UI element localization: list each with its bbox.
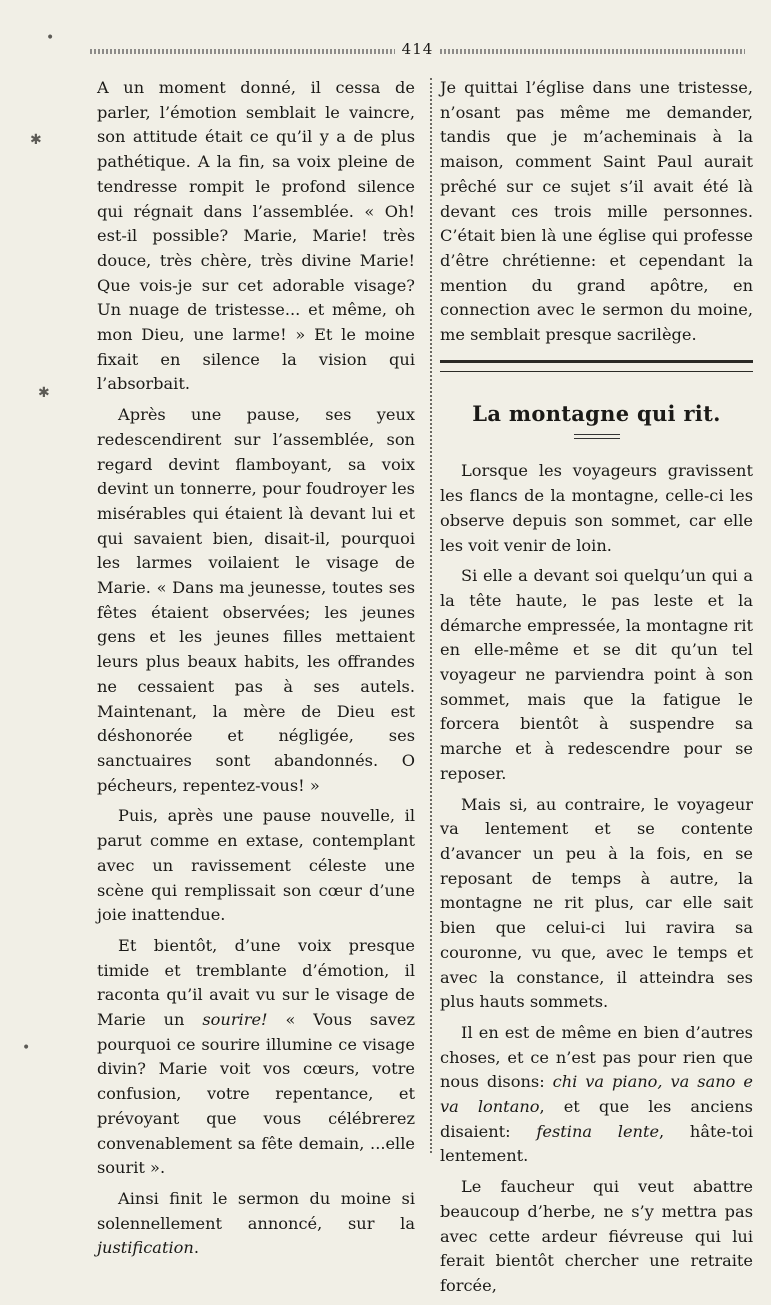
- right-column: [440, 76, 753, 1305]
- paragraph: Je quittai l’église dans une tristesse, n’osant pas même me demander, tandis que je m’acheminais à la maison, comment Saint Paul aurait prêché sur ce sujet s’il avait été là devant ces trois mille personnes. C’était bien là une église qui professe d’être chrétienne: et cependant la mention du grand apôtre, en connection avec le sermon du moine, me semblait presque sacrilège.: [440, 78, 753, 345]
- header-rule-left: [90, 49, 395, 54]
- paragraph: Puis, après une pause nouvelle, il parut comme en extase, contemplant avec un ravissement céleste une scène qui remplissait son cœur d’une joie inattendue.: [97, 806, 415, 925]
- page-header: [90, 40, 745, 60]
- paragraph: Mais si, au contraire, le voyageur va lentement et se contente d’avancer un peu à la fois, en se reposant de temps à autre, la montagne ne rit plus, car elle sait bien que celui-ci lui ravira sa couronne, vu que, avec le temps et avec la constance, il atteindra ses plus hauts sommets.: [440, 794, 753, 1012]
- emphasis: chi va piano, va sano e va lontano: [440, 1072, 753, 1117]
- page-number: 414: [401, 40, 434, 58]
- print-speck: •: [46, 30, 55, 46]
- paragraph: [440, 1021, 753, 1169]
- paragraph-text: Et bientôt, d’une voix presque timide et tremblante d’émotion, il raconta qu’il avait vu sur le visage de Marie un: [97, 935, 415, 1030]
- paragraph-text: « Vous savez pourquoi ce sourire illumine ce visage divin? Marie voit vos cœurs, votre confusion, votre repentance, et prévoyant que vous célébrerez convenablement sa fête demain, ...elle sourit ».: [97, 1010, 415, 1178]
- paragraph-text: , hâte-toi lentement.: [440, 1121, 753, 1166]
- emphasis: sourire!: [202, 1010, 268, 1030]
- paragraph: A un moment donné, il cessa de parler, l’émotion semblait le vaincre, son attitude était ce qu’il y a de plus pathétique. A la fin, sa voix pleine de tendresse rompit le profond silence qui régnait dans l’assemblée. « Oh! est-il possible? Marie, Marie! très douce, très chère, très divine Marie! Que vois-je sur cet adorable visage? Un nuage de tristesse... et même, oh mon Dieu, une larme! » Et le moine fixait en silence la vision qui l’absorbait.: [97, 78, 415, 394]
- paragraph: Après une pause, ses yeux redescendirent sur l’assemblée, son regard devint flamboyant, sa voix devint un tonnerre, pour foudroyer les misérables qui étaient là devant lui et qui savaient bien, disait-il, pourquoi les larmes voilaient le visage de Marie. « Dans ma jeunesse, toutes ses fêtes étaient observées; les jeunes gens et les jeunes filles mettaient leurs plus beaux habits, les offrandes ne cessaient pas à ses autels. Maintenant, la mère de Dieu est déshonorée et négligée, ses sanctuaires sont abandonnés. O pécheurs, repentez-vous! »: [97, 405, 415, 795]
- paragraph-text: , et que les anciens disaient:: [440, 1097, 753, 1141]
- paragraph-text: Il en est de même en bien d’autres choses, et ce n’est pas pour rien que nous disons:: [440, 1022, 753, 1092]
- header-rule-right: [440, 49, 745, 54]
- emphasis: festina lente: [536, 1121, 660, 1141]
- paragraph: Si elle a devant soi quelqu’un qui a la tête haute, le pas leste et la démarche empressée, la montagne rit en elle-même et se dit qu’un tel voyageur ne parviendra point à son sommet, mais que la fatigue le forcera bientôt à suspendre sa marche et à redescendre pour se reposer.: [440, 566, 753, 783]
- article-title: La montagne qui rit.: [472, 400, 721, 426]
- print-speck: ✱: [30, 132, 42, 148]
- paragraph-text: .: [193, 1238, 199, 1258]
- section-separator: [440, 360, 753, 372]
- paragraph: Lorsque les voyageurs gravissent les flancs de la montagne, celle-ci les observe depuis son sommet, car elle les voit venir de loin.: [440, 461, 753, 555]
- column-divider: [430, 78, 432, 1153]
- emphasis: justification: [97, 1238, 194, 1258]
- paragraph-text: Ainsi finit le sermon du moine si solennellement annoncé, sur la: [97, 1188, 415, 1233]
- title-rule: [574, 434, 620, 439]
- paragraph: Le faucheur qui veut abattre beaucoup d’herbe, ne s’y mettra pas avec cette ardeur fiévreuse qui lui ferait bientôt chercher une retraite forcée,: [440, 1177, 753, 1295]
- print-speck: ✱: [38, 385, 50, 401]
- print-speck: •: [22, 1040, 31, 1056]
- paragraph: [97, 1187, 415, 1261]
- paragraph: [97, 934, 415, 1181]
- left-column: [97, 76, 415, 1267]
